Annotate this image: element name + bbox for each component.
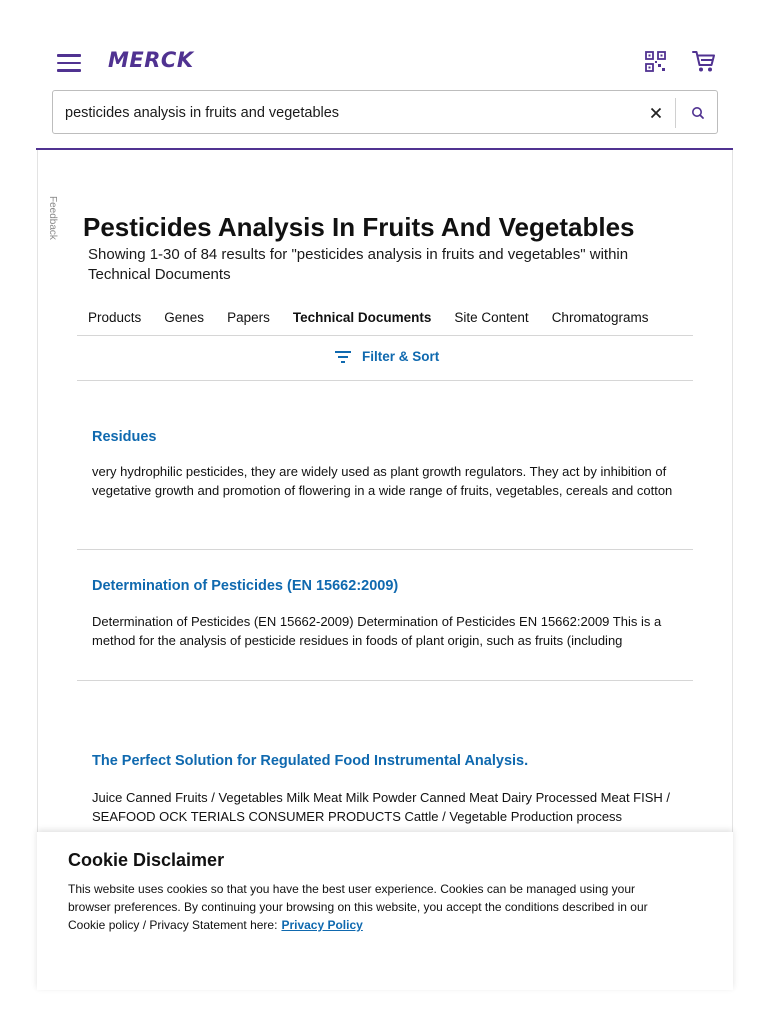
cookie-disclaimer xyxy=(37,832,733,990)
tabs-divider xyxy=(77,335,693,336)
search-icon[interactable] xyxy=(687,102,709,124)
cookie-body: This website uses cookies so that you have the best user experience. Cookies can be managed using your browser preferences. By continuing your browsing on this website, you accept the conditions described in our Cookie policy / Privacy Statement here: xyxy=(68,882,648,932)
result-title[interactable]: The Perfect Solution for Regulated Food Instrumental Analysis. xyxy=(92,753,529,769)
top-bar xyxy=(0,0,768,150)
tab-site-content[interactable]: Site Content xyxy=(454,310,529,325)
result-title[interactable]: Determination of Pesticides (EN 15662:2009) xyxy=(92,578,399,594)
result-title[interactable]: Residues xyxy=(92,429,157,445)
filter-sort-label: Filter & Sort xyxy=(362,349,440,364)
qr-code-icon[interactable] xyxy=(645,51,666,72)
tab-products[interactable]: Products xyxy=(88,310,142,325)
search-box xyxy=(52,90,718,134)
cookie-text xyxy=(68,880,678,934)
page-title: Pesticides Analysis In Fruits And Vegetables xyxy=(83,212,635,242)
search-divider xyxy=(675,98,676,128)
result-divider xyxy=(77,549,693,550)
privacy-policy-link[interactable]: Privacy Policy xyxy=(281,918,363,932)
filter-sort-icon xyxy=(334,350,352,364)
filter-sort-button[interactable] xyxy=(334,349,439,364)
tab-technical-documents[interactable]: Technical Documents xyxy=(292,310,432,325)
merck-logo[interactable]: MERCK xyxy=(108,48,194,72)
result-snippet: very hydrophilic pesticides, they are widely used as plant growth regulators. They act by inhibition of vegetative growth and promotion of flowering in a wide range of fruits, vegetables, cereals and cotton xyxy=(92,464,673,498)
filter-divider xyxy=(77,380,693,381)
cookie-title: Cookie Disclaimer xyxy=(68,850,225,870)
tab-chromatograms[interactable]: Chromatograms xyxy=(551,310,649,325)
result-snippet: Juice Canned Fruits / Vegetables Milk Meat Milk Powder Canned Meat Dairy Processed Meat FISH / SEAFOOD OCK TERIALS CONSUMER PRODUCTS Cattle / Vegetable Production process xyxy=(92,790,671,824)
tab-genes[interactable]: Genes xyxy=(164,310,205,325)
search-input[interactable] xyxy=(65,102,625,124)
shopping-cart-icon[interactable] xyxy=(692,50,716,73)
tab-papers[interactable]: Papers xyxy=(227,310,270,325)
close-icon[interactable] xyxy=(645,102,667,124)
result-snippet: Determination of Pesticides (EN 15662-2009) Determination of Pesticides EN 15662:2009 This is a method for the analysis of pesticide residues in foods of plant origin, such as fruits (including xyxy=(92,614,662,648)
feedback-tab[interactable]: Feedback xyxy=(47,196,58,240)
category-tabs xyxy=(88,310,671,325)
hamburger-menu-icon[interactable] xyxy=(57,54,81,72)
result-divider xyxy=(77,680,693,681)
results-summary: Showing 1-30 of 84 results for "pesticides analysis in fruits and vegetables" within Technical Documents xyxy=(88,246,629,283)
